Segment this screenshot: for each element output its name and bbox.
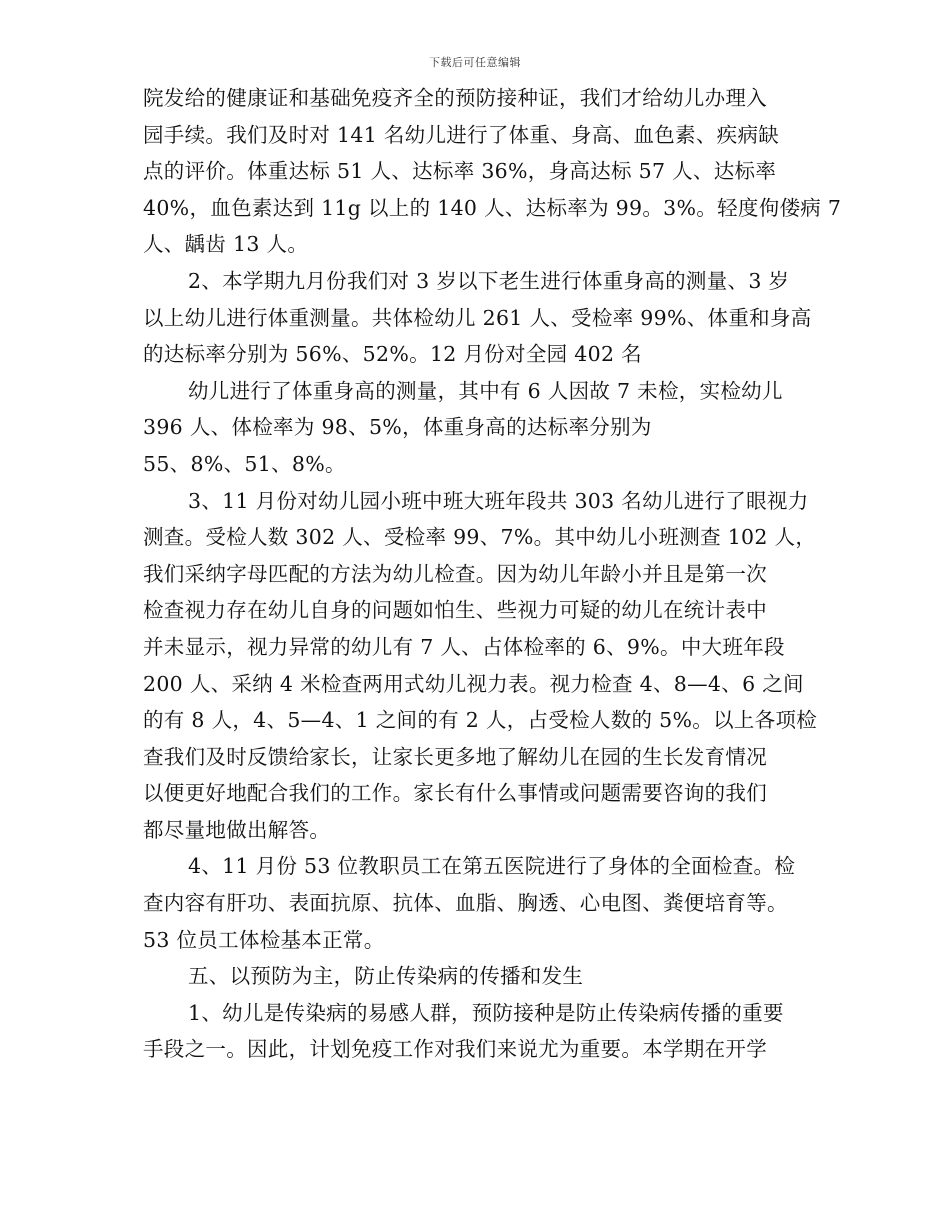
text-line: 五、以预防为主，防止传染病的传播和发生 xyxy=(188,964,584,989)
text-line: 以便更好地配合我们的工作。家长有什么事情或问题需要咨询的我们 xyxy=(143,781,767,806)
text-line: 55、8%、51、8%。 xyxy=(143,451,346,476)
text-line: 1、幼儿是传染病的易感人群，预防接种是防止传染病传播的重要 xyxy=(188,1000,784,1025)
page-header: 下载后可任意编辑 xyxy=(429,56,521,69)
text-line: 4、11 月份 53 位教职员工在第五医院进行了身体的全面检查。检 xyxy=(188,854,796,879)
text-line: 测查。受检人数 302 人、受检率 99、7%。其中幼儿小班测查 102 人， xyxy=(143,525,817,550)
text-line: 40%，血色素达到 11g 以上的 140 人、达标率为 99。3%。轻度佝偻病 7 xyxy=(143,195,842,220)
text-line: 幼儿进行了体重身高的测量，其中有 6 人因故 7 未检，实检幼儿 xyxy=(188,378,783,403)
text-line: 53 位员工体检基本正常。 xyxy=(143,927,385,952)
document-body xyxy=(143,80,842,1068)
text-line: 都尽量地做出解答。 xyxy=(143,817,331,842)
text-line: 我们采纳字母匹配的方法为幼儿检查。因为幼儿年龄小并且是第一次 xyxy=(143,561,767,586)
text-line: 园手续。我们及时对 141 名幼儿进行了体重、身高、血色素、疾病缺 xyxy=(143,122,780,147)
text-line: 检查视力存在幼儿自身的问题如怕生、些视力可疑的幼儿在统计表中 xyxy=(143,598,767,623)
text-line: 并未显示，视力异常的幼儿有 7 人、占体检率的 6、9%。中大班年段 xyxy=(143,634,785,659)
text-line: 3、11 月份对幼儿园小班中班大班年段共 303 名幼儿进行了眼视力 xyxy=(188,488,809,513)
text-line: 点的评价。体重达标 51 人、达标率 36%，身高达标 57 人、达标率 xyxy=(143,159,777,184)
text-line: 的有 8 人，4、5—4、1 之间的有 2 人，占受检人数的 5%。以上各项检 xyxy=(143,708,818,733)
text-line: 396 人、体检率为 98、5%，体重身高的达标率分别为 xyxy=(143,415,652,440)
text-line: 院发给的健康证和基础免疫齐全的预防接种证，我们才给幼儿办理入 xyxy=(143,86,767,110)
text-line: 查内容有肝功、表面抗原、抗体、血脂、胸透、心电图、粪便培育等。 xyxy=(143,891,788,916)
text-line: 的达标率分别为 56%、52%。12 月份对全园 402 名 xyxy=(143,342,642,367)
text-line: 2、本学期九月份我们对 3 岁以下老生进行体重身高的测量、3 岁 xyxy=(188,268,790,293)
text-line: 人、龋齿 13 人。 xyxy=(143,232,309,257)
text-line: 以上幼儿进行体重测量。共体检幼儿 261 人、受检率 99%、体重和身高 xyxy=(143,305,812,330)
text-line: 手段之一。因此，计划免疫工作对我们来说尤为重要。本学期在开学 xyxy=(143,1037,767,1062)
text-line: 200 人、采纳 4 米检查两用式幼儿视力表。视力检查 4、8—4、6 之间 xyxy=(143,671,804,696)
text-line: 查我们及时反馈给家长，让家长更多地了解幼儿在园的生长发育情况 xyxy=(143,744,767,769)
